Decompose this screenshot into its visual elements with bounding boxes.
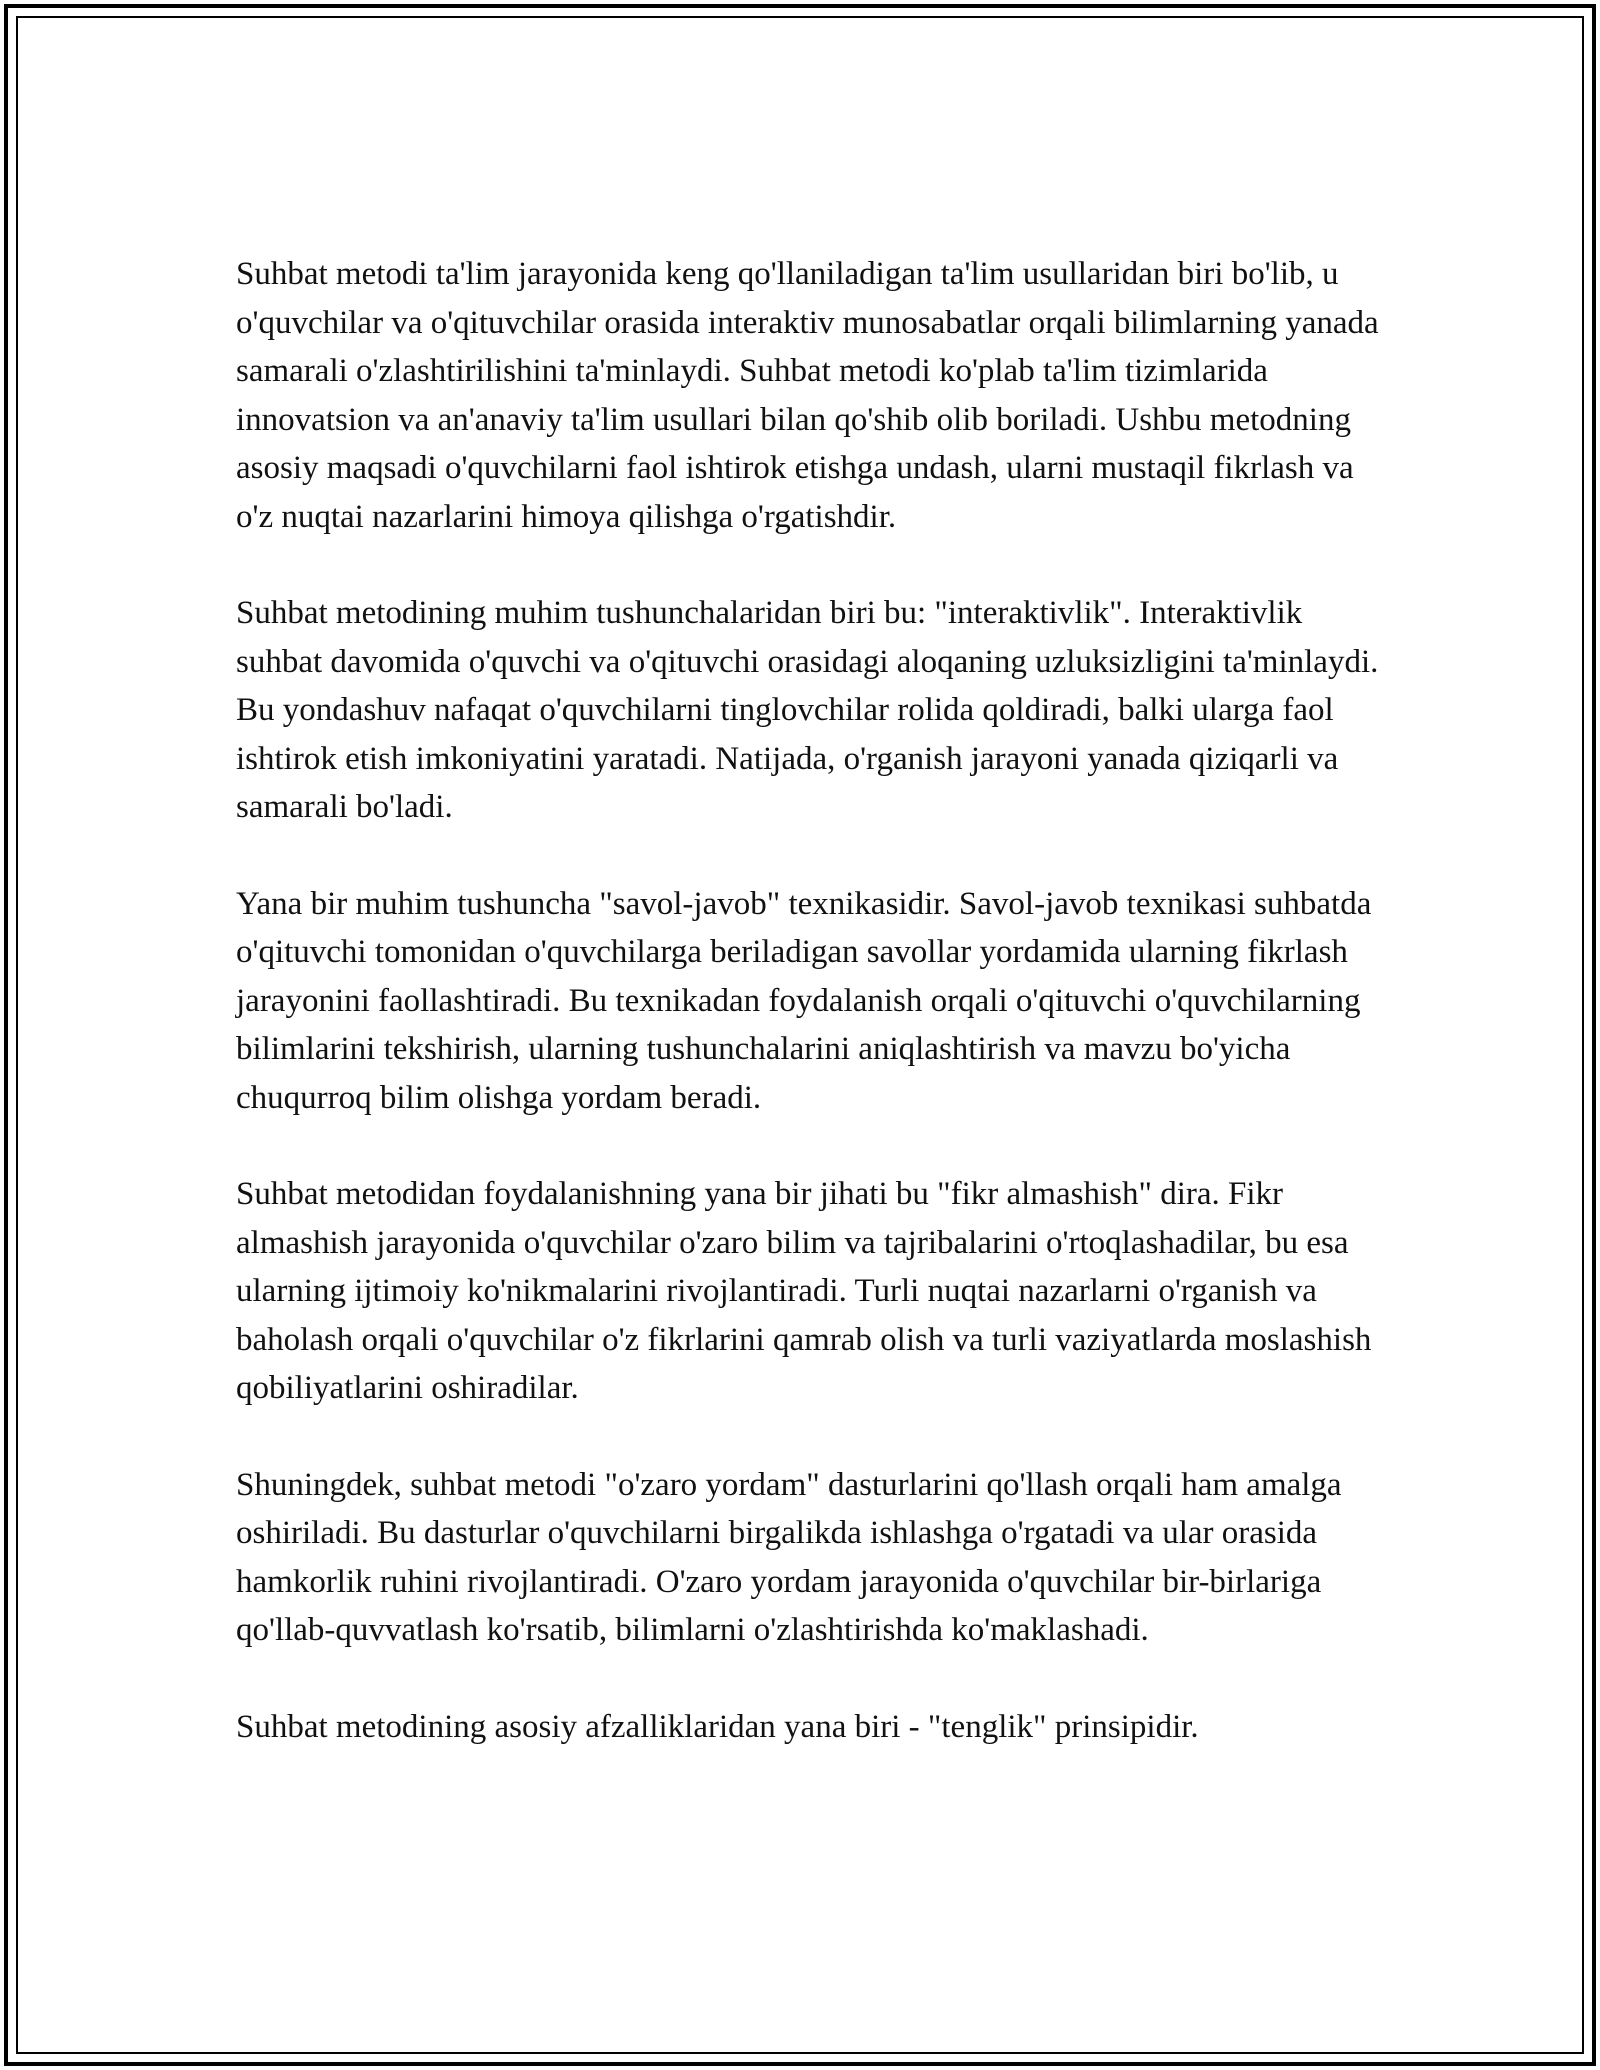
paragraph-2: Suhbat metodining muhim tushunchalaridan biri bu: "interaktivlik". Interaktivlik suhbat davomida o'quvchi va o'qituvchi orasidagi aloqaning uzluksizligini ta'minlaydi. Bu yondashuv nafaqat o'quvchilarni tinglovchilar rolida qoldiradi, balki ularga faol ishtirok etish imkoniyatini yaratadi. Natijada, o'rganish jarayoni yanada qiziqarli va samarali bo'ladi. bbox=[236, 595, 1379, 825]
document-body bbox=[236, 250, 1396, 1751]
paragraph-3: Yana bir muhim tushuncha "savol-javob" texnikasidir. Savol-javob texnikasi suhbatda o'qituvchi tomonidan o'quvchilarga beriladigan savollar yordamida ularning fikrlash jarayonini faollashtiradi. Bu texnikadan foydalanish orqali o'qituvchi o'quvchilarning bilimlarini tekshirish, ularning tushunchalarini aniqlashtirish va mavzu bo'yicha chuqurroq bilim olishga yordam beradi. bbox=[236, 885, 1372, 1116]
paragraph-6: Suhbat metodining asosiy afzalliklaridan yana biri - "tenglik" prinsipidir. bbox=[236, 1708, 1199, 1745]
paragraph-1: Suhbat metodi ta'lim jarayonida keng qo'llaniladigan ta'lim usullaridan biri bo'lib, u o'quvchilar va o'qituvchilar orasida interaktiv munosabatlar orqali bilimlarning yanada samarali o'zlashtirilishini ta'minlaydi. Suhbat metodi ko'plab ta'lim tizimlarida innovatsion va an'anaviy ta'lim usullari bilan qo'shib olib boriladi. Ushbu metodning asosiy maqsadi o'quvchilarni faol ishtirok etishga undash, ularni mustaqil fikrlash va o'z nuqtai nazarlarini himoya qilishga o'rgatishdir. bbox=[236, 256, 1379, 535]
paragraph-4: Suhbat metodidan foydalanishning yana bir jihati bu "fikr almashish" dira. Fikr almashish jarayonida o'quvchilar o'zaro bilim va tajribalarini o'rtoqlashadilar, bu esa ularning ijtimoiy ko'nikmalarini rivojlantiradi. Turli nuqtai nazarlarni o'rganish va baholash orqali o'quvchilar o'z fikrlarini qamrab olish va turli vaziyatlarda moslashish qobiliyatlarini oshiradilar. bbox=[236, 1176, 1372, 1406]
paragraph-5: Shuningdek, suhbat metodi "o'zaro yordam" dasturlarini qo'llash orqali ham amalga oshiriladi. Bu dasturlar o'quvchilarni birgalikda ishlashga o'rgatadi va ular orasida hamkorlik ruhini rivojlantiradi. O'zaro yordam jarayonida o'quvchilar bir-birlariga qo'llab-quvvatlash ko'rsatib, bilimlarni o'zlashtirishda ko'maklashadi. bbox=[236, 1466, 1342, 1648]
